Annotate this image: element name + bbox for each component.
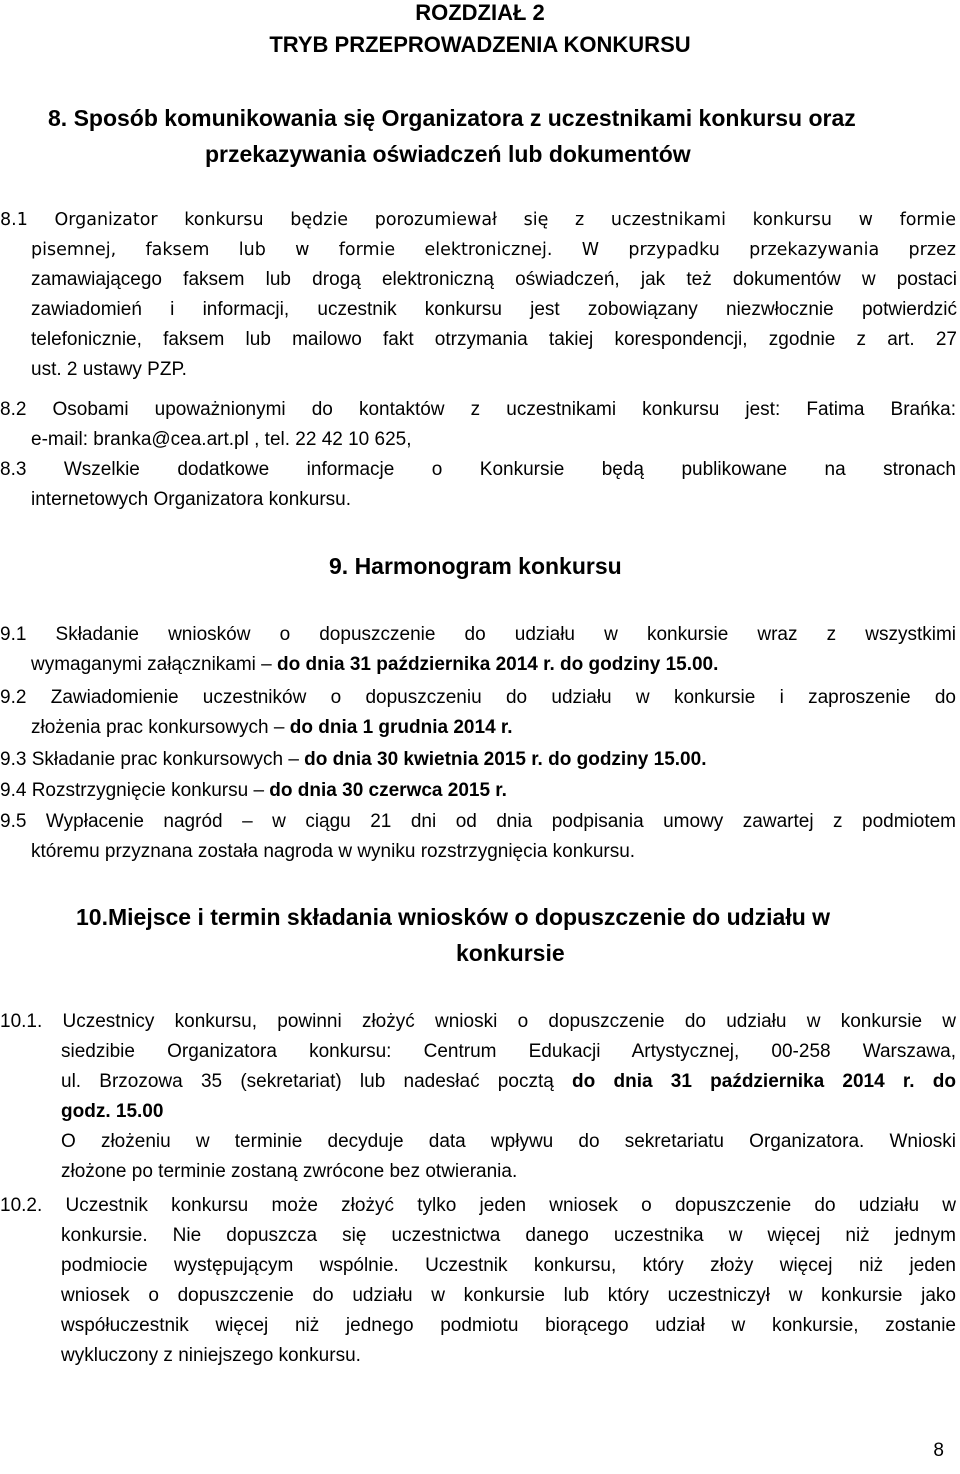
item-10-2-line3: podmiocie występującym wspólnie. Uczestnik konkursu, który złoży więcej niż jeden <box>61 1255 956 1276</box>
item-9-2-line2: złożenia prac konkursowych – do dnia 1 grudnia 2014 r. <box>31 717 513 738</box>
p-8-3-line1: 8.3 Wszelkie dodatkowe informacje o Konkursie będą publikowane na stronach <box>0 459 956 480</box>
p-8-2-line2: e-mail: branka@cea.art.pl , tel. 22 42 10 625, <box>31 429 412 450</box>
p-8-1-line2: pisemnej, faksem lub w formie elektronicznej. W przypadku przekazywania przez <box>31 240 956 260</box>
p-8-3-line2: internetowych Organizatora konkursu. <box>31 489 351 510</box>
section-8-title-line2: przekazywania oświadczeń lub dokumentów <box>205 141 691 167</box>
item-9-5-line1: 9.5 Wypłacenie nagród – w ciągu 21 dni od dnia podpisania umowy zawartej z podmiotem <box>0 811 956 832</box>
item-10-2-line6: wykluczony z niniejszego konkursu. <box>61 1345 361 1366</box>
section-9-title: 9. Harmonogram konkursu <box>329 553 622 579</box>
section-10-title-line1: 10.Miejsce i termin składania wniosków o dopuszczenie do udziału w <box>76 904 831 930</box>
item-10-1-line6: złożone po terminie zostaną zwrócone bez otwierania. <box>61 1161 518 1182</box>
item-9-1-line2: wymaganymi załącznikami – do dnia 31 października 2014 r. do godziny 15.00. <box>31 654 719 675</box>
item-9-1 <box>0 620 956 680</box>
item-10-1 <box>0 1007 956 1187</box>
item-9-1-line1: 9.1 Składanie wniosków o dopuszczenie do udziału w konkursie wraz z wszystkimi <box>0 624 956 645</box>
p-8-1-line1: 8.1 Organizator konkursu będzie porozumiewał się z uczestnikami konkursu w formie <box>0 210 956 230</box>
item-9-3: 9.3 Składanie prac konkursowych – do dnia 30 kwietnia 2015 r. do godziny 15.00. <box>0 749 707 770</box>
item-10-1-line2: siedzibie Organizatora konkursu: Centrum Edukacji Artystycznej, 00-258 Warszawa, <box>61 1041 956 1062</box>
p-8-1-line5: telefonicznie, faksem lub mailowo fakt otrzymania takiej korespondencji, zgodnie z art. 27 <box>31 329 957 350</box>
paragraph-8-2 <box>0 395 956 455</box>
item-9-5 <box>0 807 956 867</box>
item-9-2-line1: 9.2 Zawiadomienie uczestników o dopuszczeniu do udziału w konkursie i zaproszenie do <box>0 687 956 708</box>
paragraph-8-1 <box>0 205 956 265</box>
page-number: 8 <box>933 1440 944 1461</box>
paragraph-8-3 <box>0 455 956 515</box>
item-10-2 <box>0 1191 956 1371</box>
p-8-2-line1: 8.2 Osobami upoważnionymi do kontaktów z uczestnikami konkursu jest: Fatima Brańka: <box>0 399 956 420</box>
p-8-1-line4: zawiadomień i informacji, uczestnik konkursu jest zobowiązany niezwłocznie potwierdzić <box>31 299 957 320</box>
item-10-1-line5: O złożeniu w terminie decyduje data wpływu do sekretariatu Organizatora. Wnioski <box>61 1131 956 1152</box>
item-10-1-line1: 10.1. Uczestnicy konkursu, powinni złożyć wnioski o dopuszczenie do udziału w konkursie w <box>0 1011 956 1032</box>
chapter-subheading: TRYB PRZEPROWADZENIA KONKURSU <box>269 32 691 57</box>
item-10-1-line4: godz. 15.00 <box>61 1101 164 1122</box>
p-8-1-line3: zamawiającego faksem lub drogą elektroniczną oświadczeń, jak też dokumentów w postaci <box>31 269 957 290</box>
item-10-1-line3: ul. Brzozowa 35 (sekretariat) lub nadesłać pocztą do dnia 31 października 2014 r. do <box>61 1071 956 1092</box>
section-10-title-line2: konkursie <box>456 940 565 966</box>
item-10-2-line5: współuczestnik więcej niż jednego podmiotu biorącego udział w konkursie, zostanie <box>61 1315 956 1336</box>
paragraph-8-1-cont <box>31 265 957 385</box>
section-8-title-line1: 8. Sposób komunikowania się Organizatora z uczestnikami konkursu oraz <box>48 105 856 131</box>
item-9-5-line2: któremu przyznana została nagroda w wyniku rozstrzygnięcia konkursu. <box>31 841 636 862</box>
item-9-2 <box>0 683 956 743</box>
p-8-1-line6: ust. 2 ustawy PZP. <box>31 359 187 380</box>
item-10-2-line2: konkursie. Nie dopuszcza się uczestnictwa danego uczestnika w więcej niż jednym <box>61 1225 956 1246</box>
chapter-heading: ROZDZIAŁ 2 <box>415 0 545 25</box>
item-10-2-line1: 10.2. Uczestnik konkursu może złożyć tylko jeden wniosek o dopuszczenie do udziału w <box>0 1195 956 1216</box>
item-10-2-line4: wniosek o dopuszczenie do udziału w konkursie lub który uczestniczył w konkursie jako <box>61 1285 956 1306</box>
item-9-4: 9.4 Rozstrzygnięcie konkursu – do dnia 30 czerwca 2015 r. <box>0 780 507 801</box>
